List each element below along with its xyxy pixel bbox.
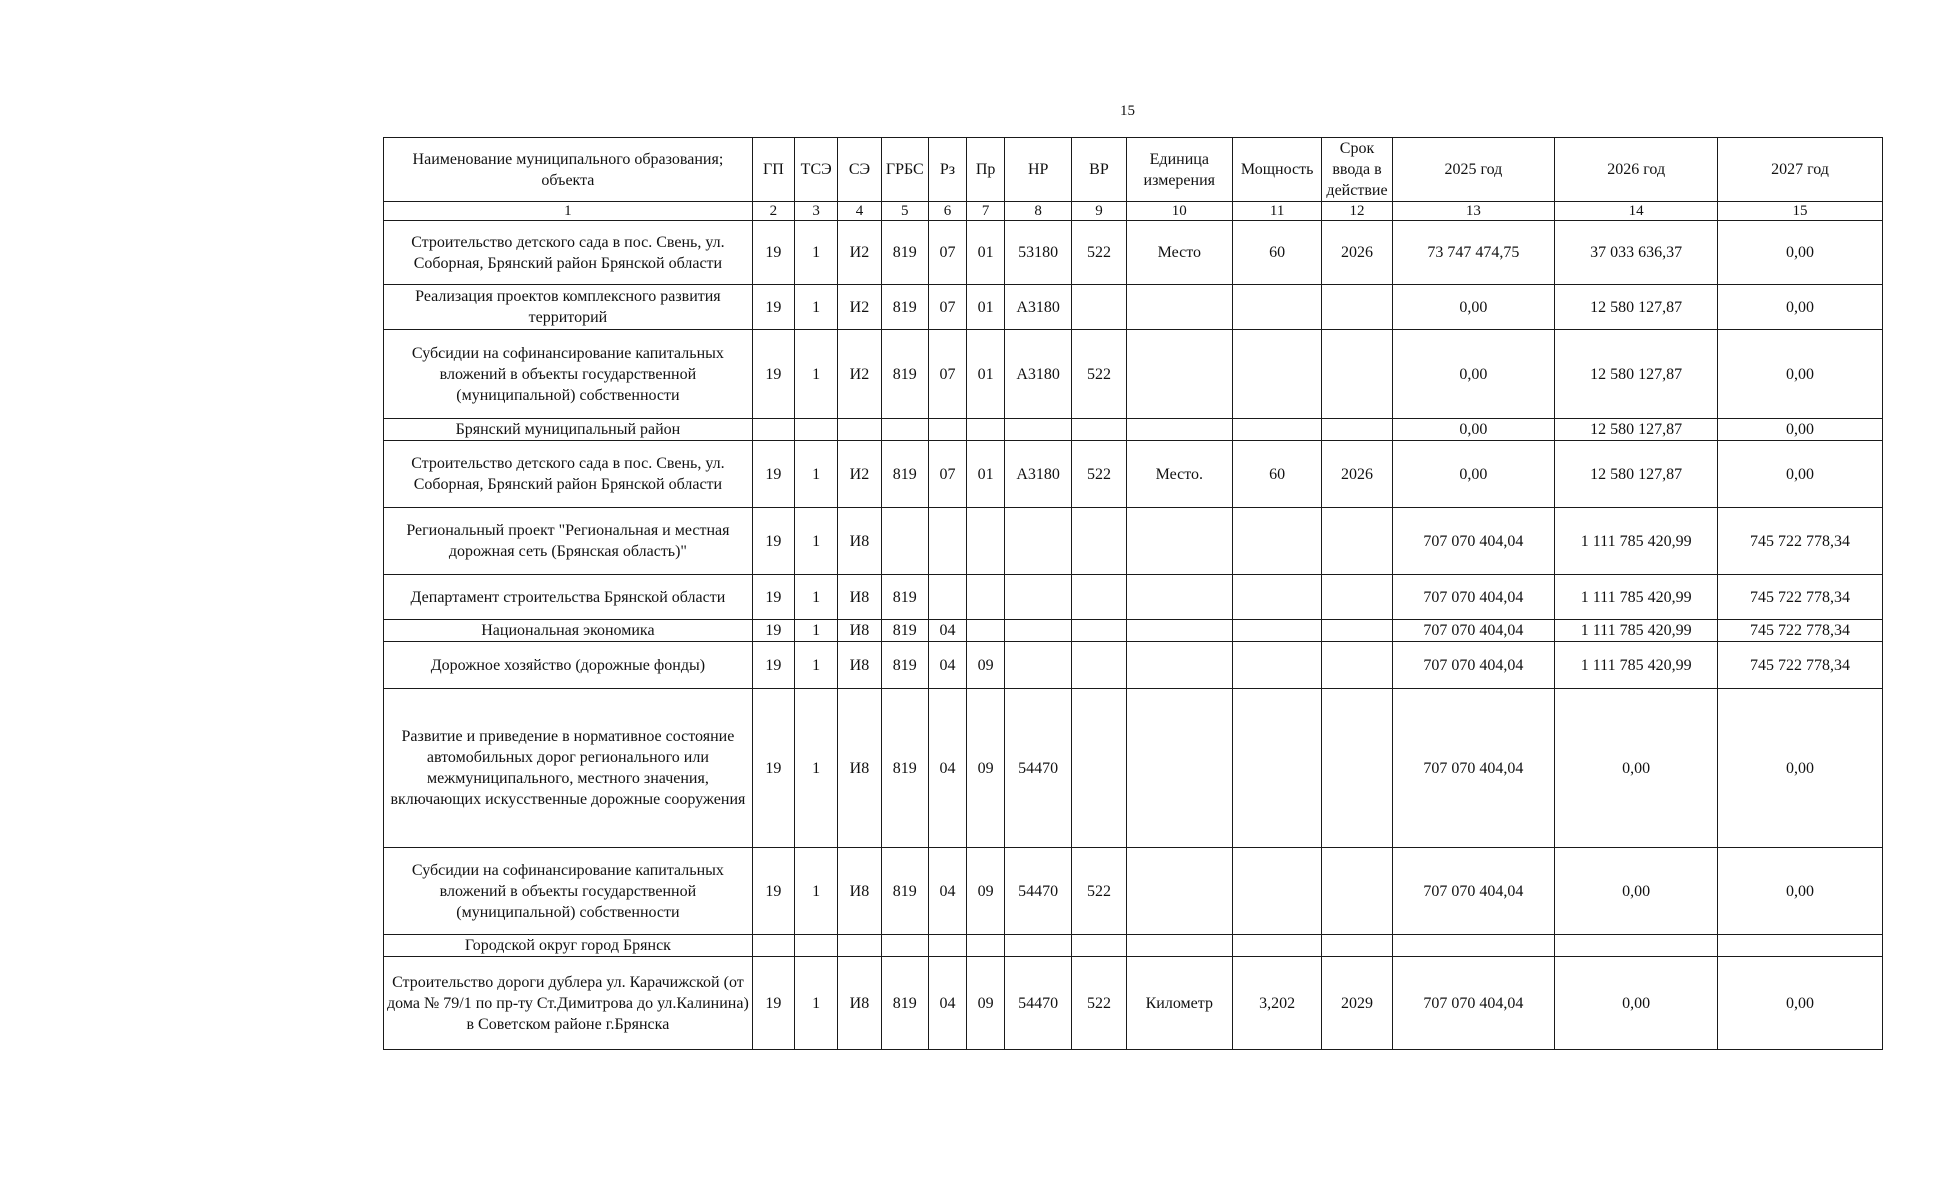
tse-cell: 1 [795,620,838,642]
header-cell: Рз [928,138,966,202]
term-cell [1322,419,1392,441]
column-number: 11 [1232,202,1322,221]
tse-cell [795,419,838,441]
table-row [384,508,1883,575]
unit-cell [1126,508,1232,575]
column-number: 9 [1072,202,1127,221]
tse-cell: 1 [795,441,838,508]
grbs-cell: 819 [881,330,928,419]
rz-cell: 04 [928,620,966,642]
vr-cell [1072,575,1127,620]
row-name: Городской округ город Брянск [384,935,753,957]
unit-cell: Километр [1126,957,1232,1050]
column-number: 14 [1555,202,1718,221]
amount-2027: 0,00 [1718,285,1883,330]
page-number: 15 [1120,103,1135,119]
gp-cell: 19 [752,285,794,330]
table-row [384,689,1883,848]
tse-cell: 1 [795,642,838,689]
unit-cell [1126,620,1232,642]
term-cell: 2029 [1322,957,1392,1050]
vr-cell [1072,620,1127,642]
header-cell: 2025 год [1392,138,1555,202]
amount-2027: 0,00 [1718,419,1883,441]
row-name: Субсидии на софинансирование капитальных вложений в объекты государственной (муниципальной) собственности [384,330,753,419]
se-cell: И8 [838,689,881,848]
rz-cell: 07 [928,221,966,285]
grbs-cell: 819 [881,642,928,689]
se-cell: И8 [838,620,881,642]
tse-cell: 1 [795,575,838,620]
vr-cell [1072,935,1127,957]
nr-cell: А3180 [1005,285,1072,330]
capacity-cell [1232,689,1322,848]
nr-cell: А3180 [1005,330,1072,419]
header-row [384,138,1883,202]
amount-2026: 1 111 785 420,99 [1555,508,1718,575]
column-number: 5 [881,202,928,221]
amount-2025: 707 070 404,04 [1392,575,1555,620]
pr-cell: 09 [967,848,1005,935]
pr-cell [967,935,1005,957]
table-body [384,202,1883,1050]
amount-2026: 12 580 127,87 [1555,330,1718,419]
unit-cell [1126,935,1232,957]
capacity-cell [1232,848,1322,935]
capacity-cell [1232,419,1322,441]
amount-2025: 707 070 404,04 [1392,957,1555,1050]
amount-2027: 0,00 [1718,848,1883,935]
unit-cell: Место [1126,221,1232,285]
row-name: Строительство детского сада в пос. Свень, ул. Соборная, Брянский район Брянской области [384,441,753,508]
term-cell [1322,689,1392,848]
capacity-cell: 60 [1232,441,1322,508]
amount-2025: 0,00 [1392,441,1555,508]
rz-cell: 04 [928,642,966,689]
pr-cell [967,620,1005,642]
amount-2027: 745 722 778,34 [1718,575,1883,620]
vr-cell [1072,642,1127,689]
unit-cell [1126,419,1232,441]
table-row [384,957,1883,1050]
nr-cell [1005,642,1072,689]
term-cell [1322,848,1392,935]
grbs-cell: 819 [881,689,928,848]
vr-cell: 522 [1072,221,1127,285]
vr-cell: 522 [1072,441,1127,508]
gp-cell: 19 [752,620,794,642]
column-number: 15 [1718,202,1883,221]
column-number: 4 [838,202,881,221]
pr-cell [967,419,1005,441]
header-cell: ВР [1072,138,1127,202]
row-name: Развитие и приведение в нормативное состояние автомобильных дорог регионального или межмуниципального, местного значения, включающих искусственные дорожные сооружения [384,689,753,848]
header-cell: Срок ввода в действие [1322,138,1392,202]
pr-cell [967,575,1005,620]
amount-2026: 12 580 127,87 [1555,441,1718,508]
amount-2026: 1 111 785 420,99 [1555,620,1718,642]
pr-cell: 09 [967,957,1005,1050]
pr-cell: 09 [967,642,1005,689]
unit-cell [1126,848,1232,935]
se-cell: И8 [838,508,881,575]
table-row [384,620,1883,642]
tse-cell: 1 [795,330,838,419]
amount-2025: 73 747 474,75 [1392,221,1555,285]
capacity-cell [1232,285,1322,330]
nr-cell: 54470 [1005,957,1072,1050]
header-cell: НР [1005,138,1072,202]
table-row [384,221,1883,285]
row-name: Национальная экономика [384,620,753,642]
se-cell [838,935,881,957]
pr-cell: 01 [967,441,1005,508]
nr-cell [1005,508,1072,575]
pr-cell [967,508,1005,575]
table-row [384,285,1883,330]
amount-2025: 707 070 404,04 [1392,848,1555,935]
amount-2026: 0,00 [1555,957,1718,1050]
header-cell: Пр [967,138,1005,202]
tse-cell: 1 [795,508,838,575]
vr-cell: 522 [1072,957,1127,1050]
header-cell: Наименование муниципального образования; объекта [384,138,753,202]
rz-cell: 04 [928,848,966,935]
column-number-row [384,202,1883,221]
header-cell: ТСЭ [795,138,838,202]
row-name: Брянский муниципальный район [384,419,753,441]
gp-cell: 19 [752,221,794,285]
term-cell [1322,330,1392,419]
column-number: 1 [384,202,753,221]
rz-cell [928,508,966,575]
gp-cell [752,419,794,441]
rz-cell: 07 [928,441,966,508]
vr-cell [1072,285,1127,330]
header-cell: Единица измерения [1126,138,1232,202]
amount-2027: 0,00 [1718,689,1883,848]
rz-cell [928,419,966,441]
se-cell: И2 [838,221,881,285]
rz-cell [928,935,966,957]
grbs-cell: 819 [881,575,928,620]
term-cell [1322,935,1392,957]
rz-cell: 07 [928,285,966,330]
tse-cell [795,935,838,957]
amount-2025: 0,00 [1392,285,1555,330]
tse-cell: 1 [795,957,838,1050]
vr-cell: 522 [1072,330,1127,419]
row-name: Субсидии на софинансирование капитальных вложений в объекты государственной (муниципальной) собственности [384,848,753,935]
row-name: Строительство дороги дублера ул. Карачижской (от дома № 79/1 по пр-ту Ст.Димитрова до ул.Калинина) в Советском районе г.Брянска [384,957,753,1050]
amount-2025: 707 070 404,04 [1392,689,1555,848]
nr-cell: 53180 [1005,221,1072,285]
column-number: 2 [752,202,794,221]
capacity-cell [1232,642,1322,689]
capacity-cell [1232,330,1322,419]
column-number: 8 [1005,202,1072,221]
grbs-cell [881,935,928,957]
amount-2027 [1718,935,1883,957]
se-cell: И2 [838,330,881,419]
column-number: 12 [1322,202,1392,221]
term-cell [1322,508,1392,575]
gp-cell: 19 [752,848,794,935]
grbs-cell: 819 [881,620,928,642]
amount-2027: 0,00 [1718,957,1883,1050]
amount-2027: 745 722 778,34 [1718,620,1883,642]
capacity-cell [1232,575,1322,620]
amount-2025: 707 070 404,04 [1392,508,1555,575]
amount-2025 [1392,935,1555,957]
capacity-cell: 3,202 [1232,957,1322,1050]
amount-2027: 0,00 [1718,221,1883,285]
grbs-cell: 819 [881,848,928,935]
grbs-cell: 819 [881,221,928,285]
rz-cell: 04 [928,957,966,1050]
unit-cell [1126,575,1232,620]
column-number: 7 [967,202,1005,221]
vr-cell [1072,419,1127,441]
grbs-cell: 819 [881,441,928,508]
gp-cell: 19 [752,642,794,689]
grbs-cell: 819 [881,285,928,330]
column-number: 10 [1126,202,1232,221]
amount-2027: 0,00 [1718,441,1883,508]
budget-table [383,137,1883,1050]
header-cell: 2027 год [1718,138,1883,202]
term-cell [1322,620,1392,642]
amount-2025: 707 070 404,04 [1392,620,1555,642]
term-cell: 2026 [1322,441,1392,508]
vr-cell: 522 [1072,848,1127,935]
vr-cell [1072,508,1127,575]
table-row [384,642,1883,689]
capacity-cell [1232,508,1322,575]
tse-cell: 1 [795,689,838,848]
row-name: Департамент строительства Брянской области [384,575,753,620]
unit-cell [1126,285,1232,330]
amount-2026: 12 580 127,87 [1555,285,1718,330]
tse-cell: 1 [795,285,838,330]
table-row [384,935,1883,957]
column-number: 6 [928,202,966,221]
row-name: Реализация проектов комплексного развития территорий [384,285,753,330]
amount-2027: 745 722 778,34 [1718,642,1883,689]
amount-2027: 745 722 778,34 [1718,508,1883,575]
amount-2026: 1 111 785 420,99 [1555,642,1718,689]
grbs-cell: 819 [881,957,928,1050]
grbs-cell [881,419,928,441]
unit-cell [1126,330,1232,419]
header-cell: ГП [752,138,794,202]
unit-cell [1126,642,1232,689]
header-cell: ГРБС [881,138,928,202]
unit-cell [1126,689,1232,848]
term-cell [1322,285,1392,330]
se-cell: И8 [838,848,881,935]
se-cell [838,419,881,441]
nr-cell: А3180 [1005,441,1072,508]
pr-cell: 09 [967,689,1005,848]
gp-cell [752,935,794,957]
vr-cell [1072,689,1127,848]
gp-cell: 19 [752,575,794,620]
se-cell: И8 [838,642,881,689]
amount-2025: 0,00 [1392,419,1555,441]
gp-cell: 19 [752,330,794,419]
header-cell: Мощность [1232,138,1322,202]
nr-cell [1005,620,1072,642]
pr-cell: 01 [967,221,1005,285]
amount-2025: 707 070 404,04 [1392,642,1555,689]
nr-cell: 54470 [1005,848,1072,935]
grbs-cell [881,508,928,575]
rz-cell: 04 [928,689,966,848]
term-cell [1322,642,1392,689]
capacity-cell [1232,620,1322,642]
term-cell [1322,575,1392,620]
nr-cell [1005,419,1072,441]
row-name: Дорожное хозяйство (дорожные фонды) [384,642,753,689]
amount-2027: 0,00 [1718,330,1883,419]
amount-2026: 37 033 636,37 [1555,221,1718,285]
column-number: 3 [795,202,838,221]
table-row [384,441,1883,508]
table-row [384,419,1883,441]
table-row [384,575,1883,620]
table-row [384,848,1883,935]
tse-cell: 1 [795,848,838,935]
amount-2026: 0,00 [1555,848,1718,935]
pr-cell: 01 [967,285,1005,330]
amount-2025: 0,00 [1392,330,1555,419]
capacity-cell: 60 [1232,221,1322,285]
term-cell: 2026 [1322,221,1392,285]
nr-cell: 54470 [1005,689,1072,848]
se-cell: И8 [838,957,881,1050]
capacity-cell [1232,935,1322,957]
header-cell: 2026 год [1555,138,1718,202]
nr-cell [1005,935,1072,957]
amount-2026: 0,00 [1555,689,1718,848]
gp-cell: 19 [752,957,794,1050]
gp-cell: 19 [752,441,794,508]
table-row [384,330,1883,419]
amount-2026: 12 580 127,87 [1555,419,1718,441]
gp-cell: 19 [752,508,794,575]
se-cell: И8 [838,575,881,620]
header-cell: СЭ [838,138,881,202]
gp-cell: 19 [752,689,794,848]
column-number: 13 [1392,202,1555,221]
amount-2026 [1555,935,1718,957]
se-cell: И2 [838,441,881,508]
rz-cell: 07 [928,330,966,419]
amount-2026: 1 111 785 420,99 [1555,575,1718,620]
rz-cell [928,575,966,620]
se-cell: И2 [838,285,881,330]
nr-cell [1005,575,1072,620]
tse-cell: 1 [795,221,838,285]
row-name: Строительство детского сада в пос. Свень, ул. Соборная, Брянский район Брянской области [384,221,753,285]
row-name: Региональный проект "Региональная и местная дорожная сеть (Брянская область)" [384,508,753,575]
pr-cell: 01 [967,330,1005,419]
unit-cell: Место. [1126,441,1232,508]
